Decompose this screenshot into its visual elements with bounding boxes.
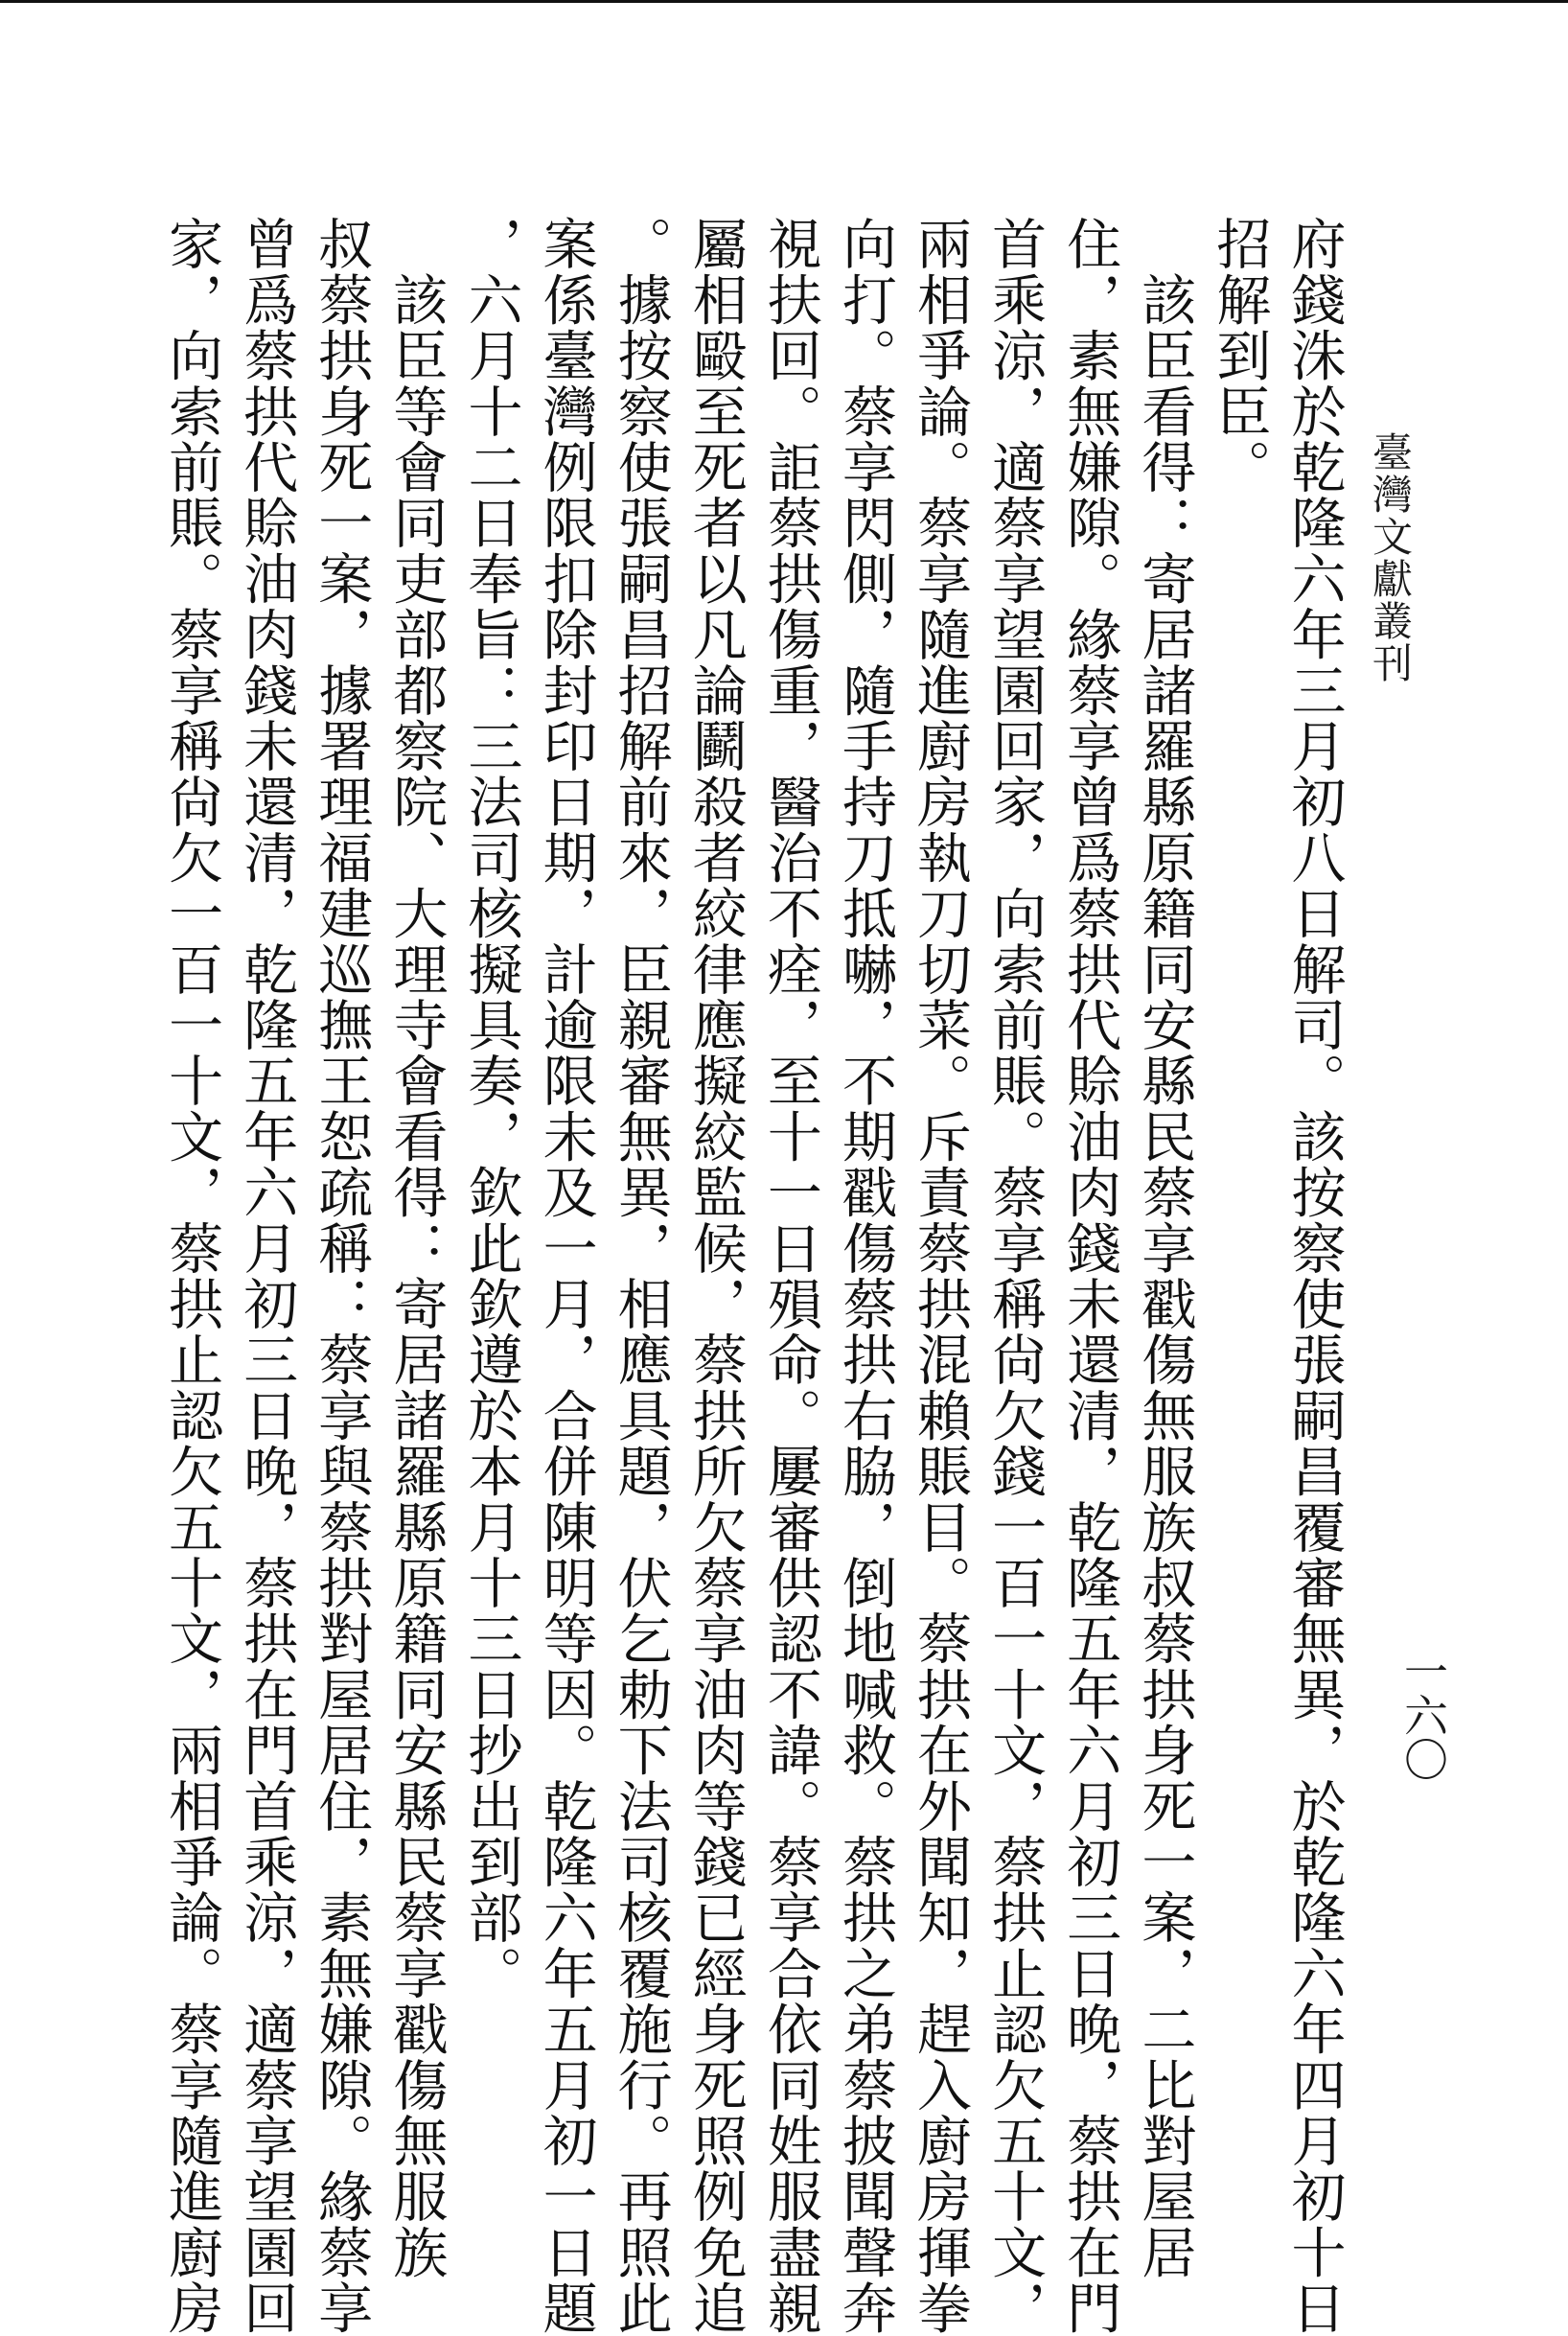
- text-column: 案係臺灣例限扣除封印日期，計逾限未及一月，合併陳明等因。乾隆六年五月初一日題: [534, 216, 598, 2336]
- text-column: 屬相毆至死者以凡論鬬殺者絞律應擬絞監候，蔡拱所欠蔡享油肉等錢已經身死照例免追: [683, 216, 748, 2336]
- text-column: 該臣看得：寄居諸羅縣原籍同安縣民蔡享戳傷無服族叔蔡拱身死一案，二比對屋居: [1132, 216, 1196, 2280]
- page-number: 一六〇: [1397, 1649, 1449, 1781]
- body-text: [153, 216, 1351, 2336]
- top-border-rule: [0, 0, 1568, 3]
- text-column: 首乘涼，適蔡享望園回家，向索前賬。蔡享稱尙欠錢一百一十文，蔡拱止認欠五十文，: [982, 216, 1047, 2336]
- text-column: 向打。蔡享閃側，隨手持刀抵嚇，不期戳傷蔡拱右脇，倒地喊救。蔡拱之弟蔡披聞聲奔: [833, 216, 897, 2336]
- text-column: 。據按察使張嗣昌招解前來，臣親審無異，相應具題，伏乞勅下法司核覆施行。再照此: [609, 216, 673, 2336]
- text-column: 兩相爭論。蔡享隨進廚房執刀切菜。斥責蔡拱混賴賬目。蔡拱在外聞知，趕入廚房揮拳: [908, 216, 972, 2336]
- text-column: 曾爲蔡拱代賒油肉錢未還清，乾隆五年六月初三日晚，蔡拱在門首乘涼，適蔡享望園回: [234, 216, 298, 2336]
- text-column: 叔蔡拱身死一案，據署理福建巡撫王恕疏稱：蔡享與蔡拱對屋居住，素無嫌隙。緣蔡享: [309, 216, 373, 2336]
- text-column: 住，素無嫌隙。緣蔡享曾爲蔡拱代賒油肉錢未還清，乾隆五年六月初三日晚，蔡拱在門: [1057, 216, 1121, 2336]
- text-column: ，六月十二日奉旨：三法司核擬具奏，欽此欽遵於本月十三日抄出到部。: [458, 216, 522, 2001]
- running-title: 臺灣文獻叢刊: [1367, 431, 1414, 684]
- text-column: 該臣等會同吏部都察院、大理寺會看得：寄居諸羅縣原籍同安縣民蔡享戳傷無服族: [383, 216, 448, 2280]
- text-column: 視扶回。詎蔡拱傷重，醫治不痊，至十一日殞命。屢審供認不諱。蔡享合依同姓服盡親: [758, 216, 822, 2336]
- text-column: 府錢洙於乾隆六年三月初八日解司。該按察使張嗣昌覆審無異，於乾隆六年四月初十日: [1282, 216, 1346, 2336]
- text-column: 家，向索前賬。蔡享稱尙欠一百一十文，蔡拱止認欠五十文，兩相爭論。蔡享隨進廚房: [159, 216, 223, 2336]
- text-column: 招解到臣。: [1207, 216, 1271, 495]
